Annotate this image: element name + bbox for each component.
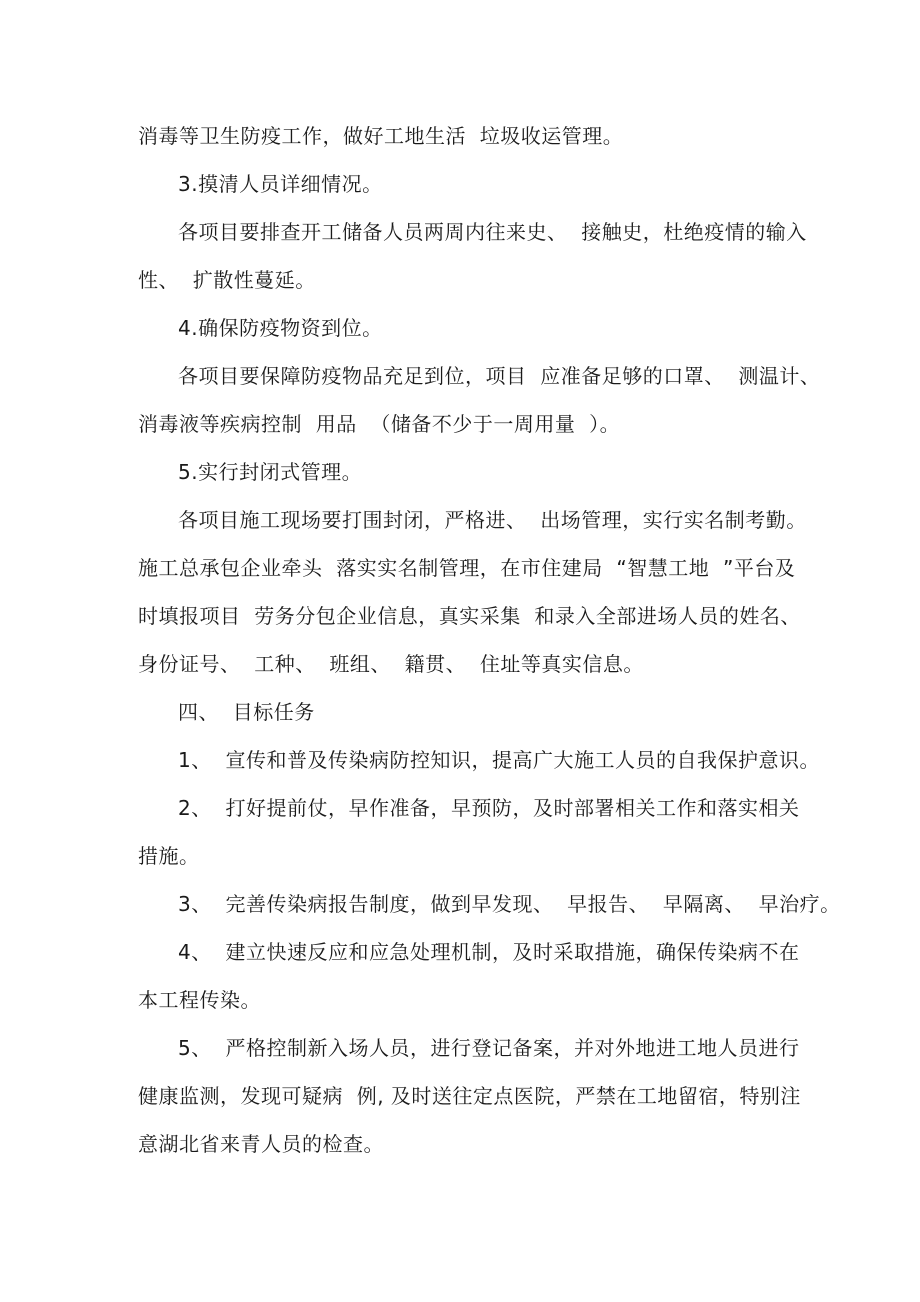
text-line: 各项目要保障防疫物品充足到位，项目 应准备足够的口罩、 测温计、 bbox=[178, 364, 821, 388]
text-line: 各项目施工现场要打围封闭，严格进、 出场管理，实行实名制考勤。 bbox=[178, 508, 807, 532]
section-heading: 4.确保防疫物资到位。 bbox=[178, 316, 383, 340]
list-item: 1、 宣传和普及传染病防控知识，提高广大施工人员的自我保护意识。 bbox=[178, 748, 820, 772]
section-heading: 5.实行封闭式管理。 bbox=[178, 460, 363, 484]
list-item: 3、 完善传染病报告制度，做到早发现、 早报告、 早隔离、 早治疗。 bbox=[178, 892, 841, 916]
text-line: 消毒液等疾病控制 用品 （储备不少于一周用量 ）。 bbox=[138, 412, 621, 436]
text-line: 消毒等卫生防疫工作，做好工地生活 垃圾收运管理。 bbox=[138, 124, 624, 148]
chapter-heading: 四、 目标任务 bbox=[178, 700, 315, 724]
list-item: 5、 严格控制新入场人员，进行登记备案，并对外地进工地人员进行 bbox=[178, 1036, 800, 1060]
text-line: 各项目要排查开工储备人员两周内往来史、 接触史，杜绝疫情的输入 bbox=[178, 220, 807, 244]
text-line: 施工总承包企业牵头 落实实名制管理，在市住建局 “智慧工地 ”平台及 bbox=[138, 556, 796, 580]
text-line: 本工程传染。 bbox=[138, 988, 261, 1012]
list-item: 4、 建立快速反应和应急处理机制，及时采取措施，确保传染病不在 bbox=[178, 940, 800, 964]
list-item: 2、 打好提前仗，早作准备，早预防，及时部署相关工作和落实相关 bbox=[178, 796, 800, 820]
text-line: 时填报项目 劳务分包企业信息，真实采集 和录入全部进场人员的姓名、 bbox=[138, 604, 801, 628]
text-line: 健康监测，发现可疑病 例, 及时送往定点医院，严禁在工地留宿，特别注 bbox=[138, 1084, 801, 1108]
text-line: 性、 扩散性蔓延。 bbox=[138, 268, 316, 292]
text-line: 措施。 bbox=[138, 844, 200, 868]
text-line: 身份证号、 工种、 班组、 籍贯、 住址等真实信息。 bbox=[138, 652, 644, 676]
text-line: 意湖北省来青人员的检查。 bbox=[138, 1132, 384, 1156]
section-heading: 3.摸清人员详细情况。 bbox=[178, 172, 383, 196]
